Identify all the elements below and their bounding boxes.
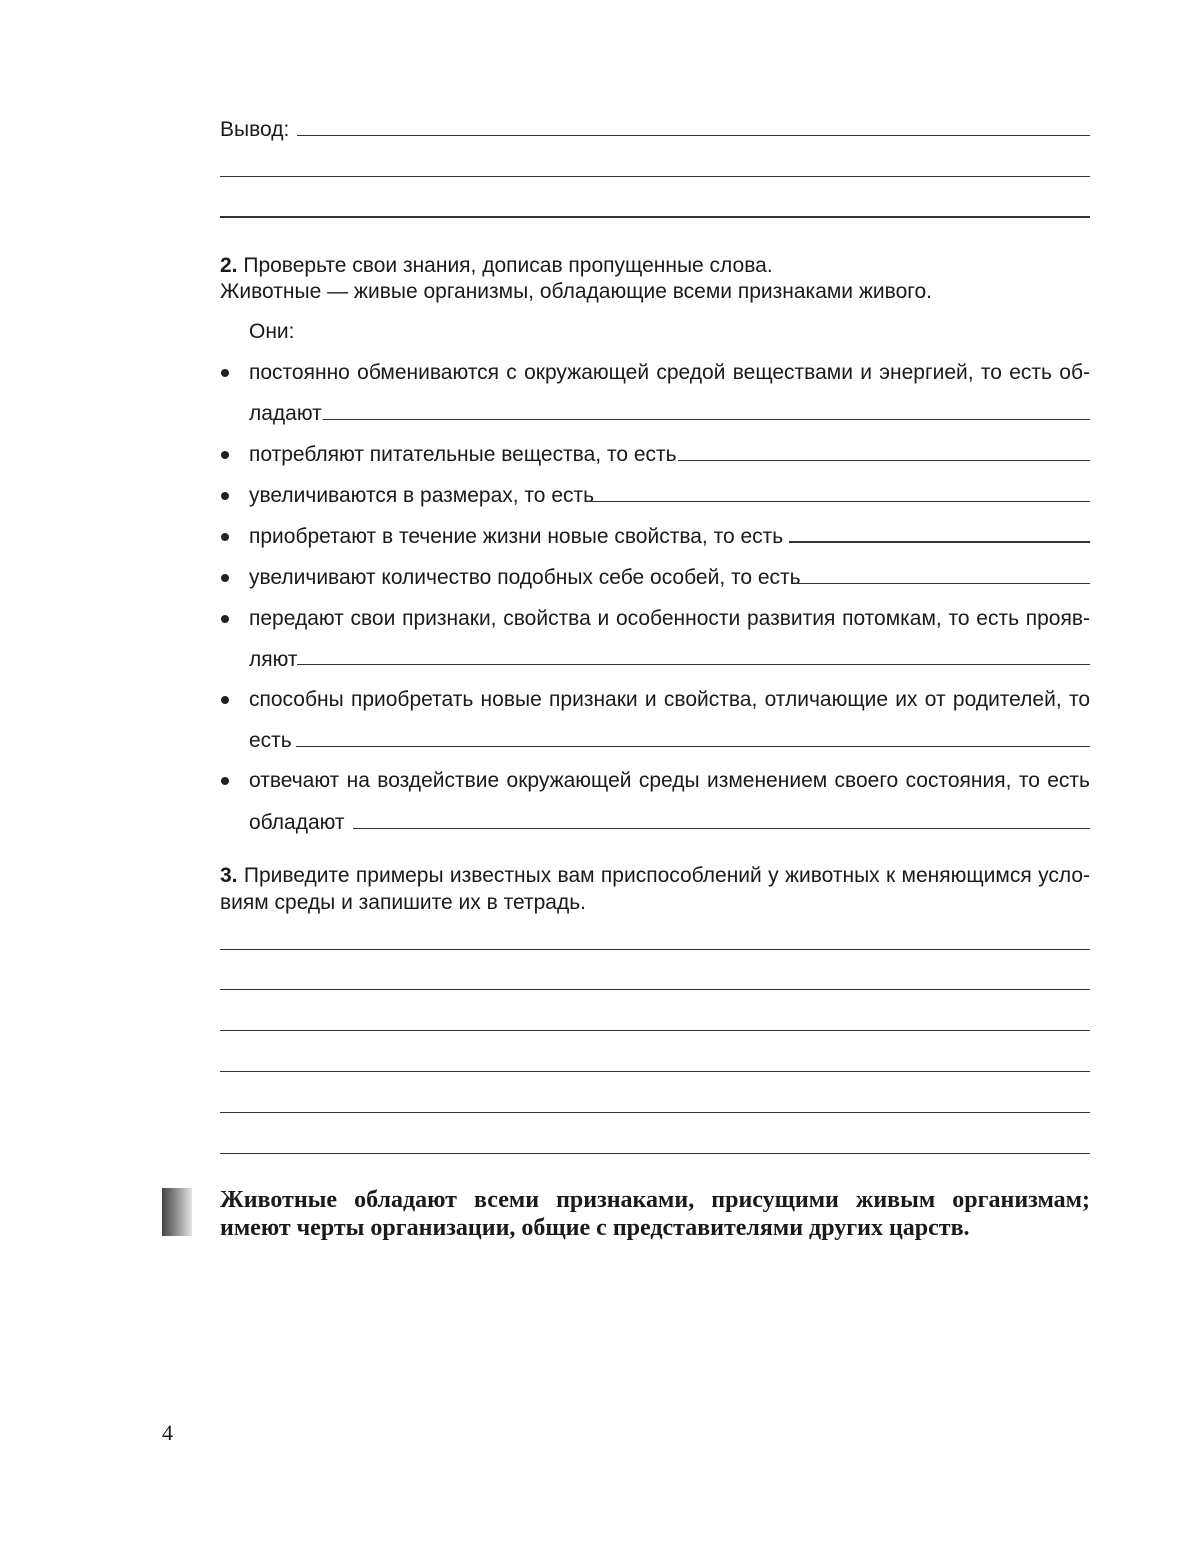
answer-line[interactable] bbox=[353, 828, 1090, 829]
bullet-icon bbox=[221, 369, 229, 377]
task-number: 2. bbox=[220, 254, 238, 277]
conclusion-label: Вывод: bbox=[220, 118, 290, 141]
list-item-text-cont: есть bbox=[249, 729, 292, 752]
task3-instruction-cont: виям среды и запишите их в тетрадь. bbox=[220, 891, 586, 914]
task3-write-line[interactable] bbox=[220, 1071, 1090, 1072]
summary-marker bbox=[162, 1188, 192, 1236]
task3-write-line[interactable] bbox=[220, 989, 1090, 990]
conclusion-write-line[interactable] bbox=[220, 176, 1090, 177]
list-item-text-cont: ладают bbox=[249, 402, 322, 425]
task-instruction: Проверьте свои знания, дописав пропущенные слова. bbox=[243, 254, 773, 277]
answer-line[interactable] bbox=[587, 501, 1090, 502]
task3-write-line[interactable] bbox=[220, 949, 1090, 950]
task2-heading bbox=[220, 253, 773, 279]
conclusion-write-line[interactable] bbox=[297, 135, 1090, 136]
answer-line[interactable] bbox=[797, 583, 1090, 584]
bullet-icon bbox=[221, 451, 229, 459]
list-item-text: способны приобретать новые признаки и свойства, отличающие их от родителей, то bbox=[249, 688, 1090, 711]
bullet-icon bbox=[221, 615, 229, 623]
task3-write-line[interactable] bbox=[220, 1112, 1090, 1113]
list-item-text: постоянно обмениваются с окружающей средой веществами и энергией, то есть об- bbox=[249, 361, 1090, 384]
task3-heading bbox=[220, 863, 1090, 889]
conclusion-write-line[interactable] bbox=[220, 216, 1090, 218]
list-item-text: потребляют питательные вещества, то есть bbox=[249, 443, 677, 466]
task-number: 3. bbox=[220, 864, 238, 887]
task3-write-line[interactable] bbox=[220, 1030, 1090, 1031]
task3-write-line[interactable] bbox=[220, 1153, 1090, 1154]
list-item-text: увеличивают количество подобных себе особей, то есть bbox=[249, 566, 801, 589]
answer-line[interactable] bbox=[678, 460, 1090, 461]
list-item-text-cont: ляют bbox=[249, 648, 298, 671]
answer-line[interactable] bbox=[323, 419, 1090, 420]
list-item-text-cont: обладают bbox=[249, 811, 345, 834]
bullet-icon bbox=[221, 696, 229, 704]
answer-line[interactable] bbox=[789, 541, 1090, 543]
list-item-text: увеличиваются в размерах, то есть bbox=[249, 484, 595, 507]
list-item-text: приобретают в течение жизни новые свойства, то есть bbox=[249, 525, 784, 548]
task-instruction: Приведите примеры известных вам приспособлений у животных к меняющимся усло- bbox=[243, 864, 1090, 887]
list-item-text: передают свои признаки, свойства и особенности развития потомкам, то есть прояв- bbox=[249, 607, 1090, 630]
list-item-text: отвечают на воздействие окружающей среды изменением своего состояния, то есть bbox=[249, 769, 1090, 792]
bullet-icon bbox=[221, 533, 229, 541]
answer-line[interactable] bbox=[296, 746, 1090, 747]
task2-they-label: Они: bbox=[249, 320, 295, 343]
task2-intro: Животные — живые организмы, обладающие всеми признаками живого. bbox=[220, 280, 932, 303]
summary-line: Животные обладают всеми признаками, присущими живым организмам; bbox=[220, 1187, 1090, 1213]
summary-line: имеют черты организации, общие с представителями других царств. bbox=[220, 1215, 970, 1241]
answer-line[interactable] bbox=[297, 664, 1090, 665]
page-number: 4 bbox=[162, 1420, 173, 1445]
bullet-icon bbox=[221, 492, 229, 500]
bullet-icon bbox=[221, 777, 229, 785]
bullet-icon bbox=[221, 574, 229, 582]
